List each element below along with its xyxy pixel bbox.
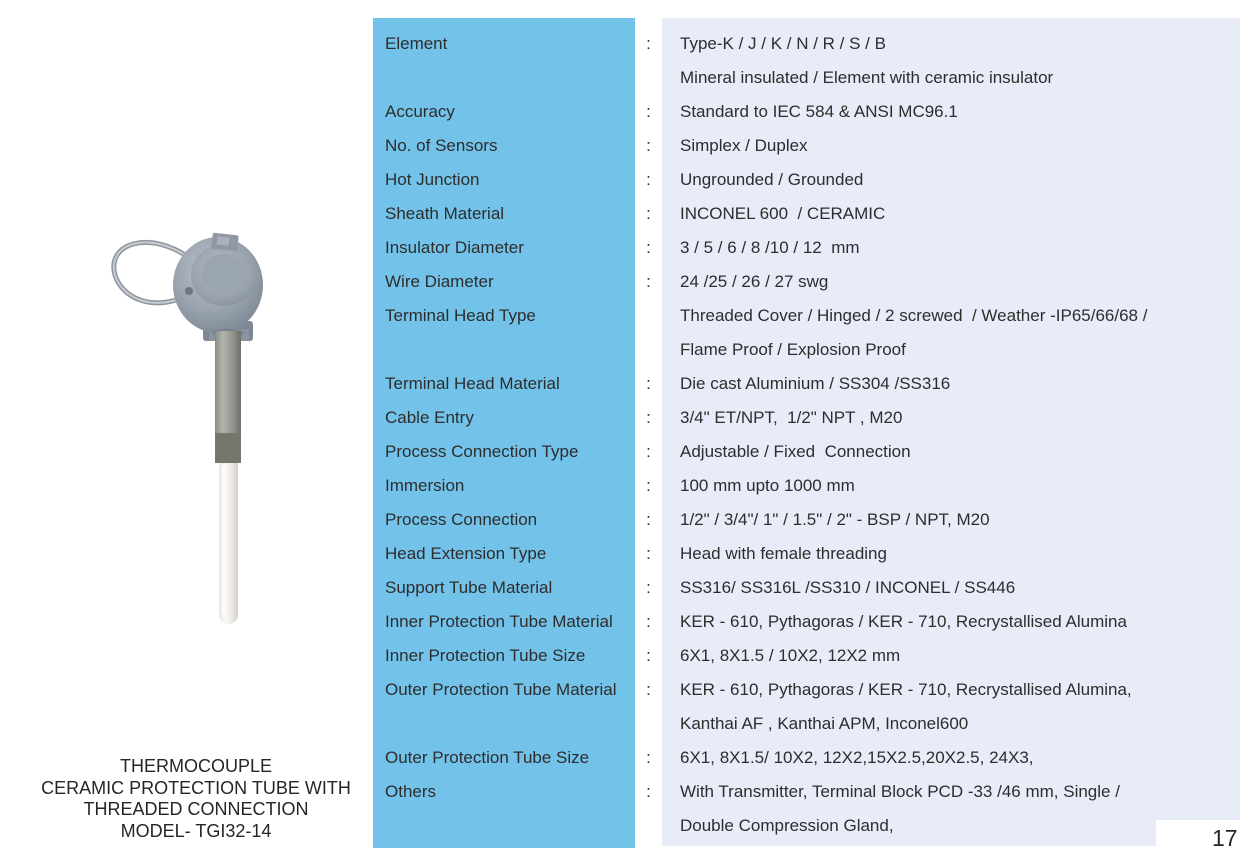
spec-value: Simplex / Duplex xyxy=(680,136,808,155)
spec-row xyxy=(373,435,1240,469)
spec-row xyxy=(373,775,1240,809)
spec-row xyxy=(373,27,1240,61)
spec-row xyxy=(373,367,1240,401)
spec-colon: : xyxy=(646,102,651,121)
spec-colon: : xyxy=(646,680,651,699)
spec-label: Terminal Head Material xyxy=(385,374,560,393)
spec-label: Head Extension Type xyxy=(385,544,547,563)
spec-colon: : xyxy=(646,646,651,665)
spec-row xyxy=(373,605,1240,639)
spec-value: 6X1, 8X1.5/ 10X2, 12X2,15X2.5,20X2.5, 24X3, xyxy=(680,748,1034,767)
spec-colon: : xyxy=(646,204,651,223)
spec-value: With Transmitter, Terminal Block PCD -33 /46 mm, Single / xyxy=(680,782,1120,801)
spec-colon: : xyxy=(646,578,651,597)
support-tube-dark-band xyxy=(215,433,241,463)
page-number: 17 xyxy=(1212,825,1238,851)
spec-value: 3 / 5 / 6 / 8 /10 / 12 mm xyxy=(680,238,860,257)
spec-colon xyxy=(635,61,662,95)
spec-value: 1/2" / 3/4"/ 1" / 1.5" / 2" - BSP / NPT, M20 xyxy=(680,510,990,529)
spec-label: Others xyxy=(385,782,437,801)
ceramic-tube-highlight xyxy=(222,466,225,614)
spec-colon: : xyxy=(646,612,651,631)
page-number-area xyxy=(1156,820,1254,861)
spec-row xyxy=(373,333,1240,367)
spec-colon: : xyxy=(646,272,651,291)
spec-label: Insulator Diameter xyxy=(385,238,524,257)
spec-label: Immersion xyxy=(385,476,465,495)
spec-row xyxy=(373,673,1240,707)
caption-line-product: THERMOCOUPLE xyxy=(119,756,272,776)
spec-label: Terminal Head Type xyxy=(385,306,536,325)
spec-row xyxy=(373,571,1240,605)
spec-label: Element xyxy=(385,34,448,53)
spec-colon xyxy=(635,299,662,333)
product-photo-thermocouple xyxy=(90,225,300,635)
spec-value: Double Compression Gland, xyxy=(680,816,894,835)
spec-colon: : xyxy=(646,476,651,495)
spec-value: Kanthai AF , Kanthai APM, Inconel600 xyxy=(680,714,969,733)
spec-label: Inner Protection Tube Material xyxy=(385,612,613,631)
spec-colon: : xyxy=(646,238,651,257)
spec-row xyxy=(373,741,1240,775)
spec-colon: : xyxy=(646,442,651,461)
spec-colon xyxy=(635,809,662,843)
spec-value: Adjustable / Fixed Connection xyxy=(680,442,911,461)
spec-colon: : xyxy=(646,782,651,801)
spec-value: KER - 610, Pythagoras / KER - 710, Recrystallised Alumina, xyxy=(680,680,1132,699)
spec-value: Standard to IEC 584 & ANSI MC96.1 xyxy=(680,102,958,121)
spec-value: 6X1, 8X1.5 / 10X2, 12X2 mm xyxy=(680,646,901,665)
spec-value: INCONEL 600 / CERAMIC xyxy=(680,204,886,223)
spec-label: Inner Protection Tube Size xyxy=(385,646,586,665)
spec-table xyxy=(373,18,1240,843)
spec-colon: : xyxy=(646,34,651,53)
spec-value: Mineral insulated / Element with ceramic insulator xyxy=(680,68,1054,87)
spec-value: Threaded Cover / Hinged / 2 screwed / Weather -IP65/66/68 / xyxy=(680,306,1148,325)
spec-label xyxy=(373,61,635,95)
head-lid-inner xyxy=(202,254,246,292)
spec-row xyxy=(373,299,1240,333)
spec-label: Process Connection Type xyxy=(385,442,579,461)
spec-value: Head with female threading xyxy=(680,544,887,563)
caption-line-model: MODEL- TGI32-14 xyxy=(120,820,272,841)
spec-label xyxy=(373,333,635,367)
spec-colon: : xyxy=(646,374,651,393)
spec-colon xyxy=(635,333,662,367)
spec-label xyxy=(373,707,635,741)
spec-row xyxy=(373,639,1240,673)
spec-value: KER - 610, Pythagoras / KER - 710, Recrystallised Alumina xyxy=(680,612,1127,631)
caption-line-description: CERAMIC PROTECTION TUBE WITH xyxy=(41,777,351,798)
spec-colon: : xyxy=(646,510,651,529)
ceramic-protection-tube xyxy=(219,463,238,624)
spec-row xyxy=(373,129,1240,163)
spec-label: Support Tube Material xyxy=(385,578,553,597)
spec-colon: : xyxy=(646,748,651,767)
spec-row xyxy=(373,537,1240,571)
spec-label: Outer Protection Tube Size xyxy=(385,748,590,767)
lid-clamp-plate xyxy=(217,236,230,245)
spec-label: Cable Entry xyxy=(385,408,474,427)
spec-row xyxy=(373,401,1240,435)
spec-row xyxy=(373,95,1240,129)
spec-value: SS316/ SS316L /SS310 / INCONEL / SS446 xyxy=(680,578,1016,597)
spec-colon: : xyxy=(646,408,651,427)
spec-colon xyxy=(635,707,662,741)
spec-row xyxy=(373,707,1240,741)
spec-value: Type-K / J / K / N / R / S / B xyxy=(680,34,886,53)
spec-value: 24 /25 / 26 / 27 swg xyxy=(680,272,829,291)
caption-line-connection: THREADED CONNECTION xyxy=(83,799,309,819)
spec-colon: : xyxy=(646,136,651,155)
spec-label xyxy=(373,809,635,843)
spec-label: Wire Diameter xyxy=(385,272,494,291)
spec-colon: : xyxy=(646,170,651,189)
spec-label: Outer Protection Tube Material xyxy=(385,680,617,699)
spec-value: Ungrounded / Grounded xyxy=(680,170,864,189)
spec-label: Accuracy xyxy=(385,102,455,121)
product-caption xyxy=(8,756,384,842)
spec-label: Process Connection xyxy=(385,510,538,529)
spec-label: No. of Sensors xyxy=(385,136,498,155)
spec-colon: : xyxy=(646,544,651,563)
spec-row xyxy=(373,163,1240,197)
spec-label: Hot Junction xyxy=(385,170,480,189)
spec-row xyxy=(373,809,1240,843)
spec-value: Die cast Aluminium / SS304 /SS316 xyxy=(680,374,951,393)
spec-value: 3/4" ET/NPT, 1/2" NPT , M20 xyxy=(680,408,903,427)
bail-anchor xyxy=(185,287,193,295)
spec-value: Flame Proof / Explosion Proof xyxy=(680,340,906,359)
spec-row xyxy=(373,265,1240,299)
spec-value: 100 mm upto 1000 mm xyxy=(680,476,855,495)
spec-row xyxy=(373,469,1240,503)
spec-row xyxy=(373,503,1240,537)
spec-label: Sheath Material xyxy=(385,204,505,223)
spec-row xyxy=(373,231,1240,265)
spec-row xyxy=(373,61,1240,95)
spec-row xyxy=(373,197,1240,231)
